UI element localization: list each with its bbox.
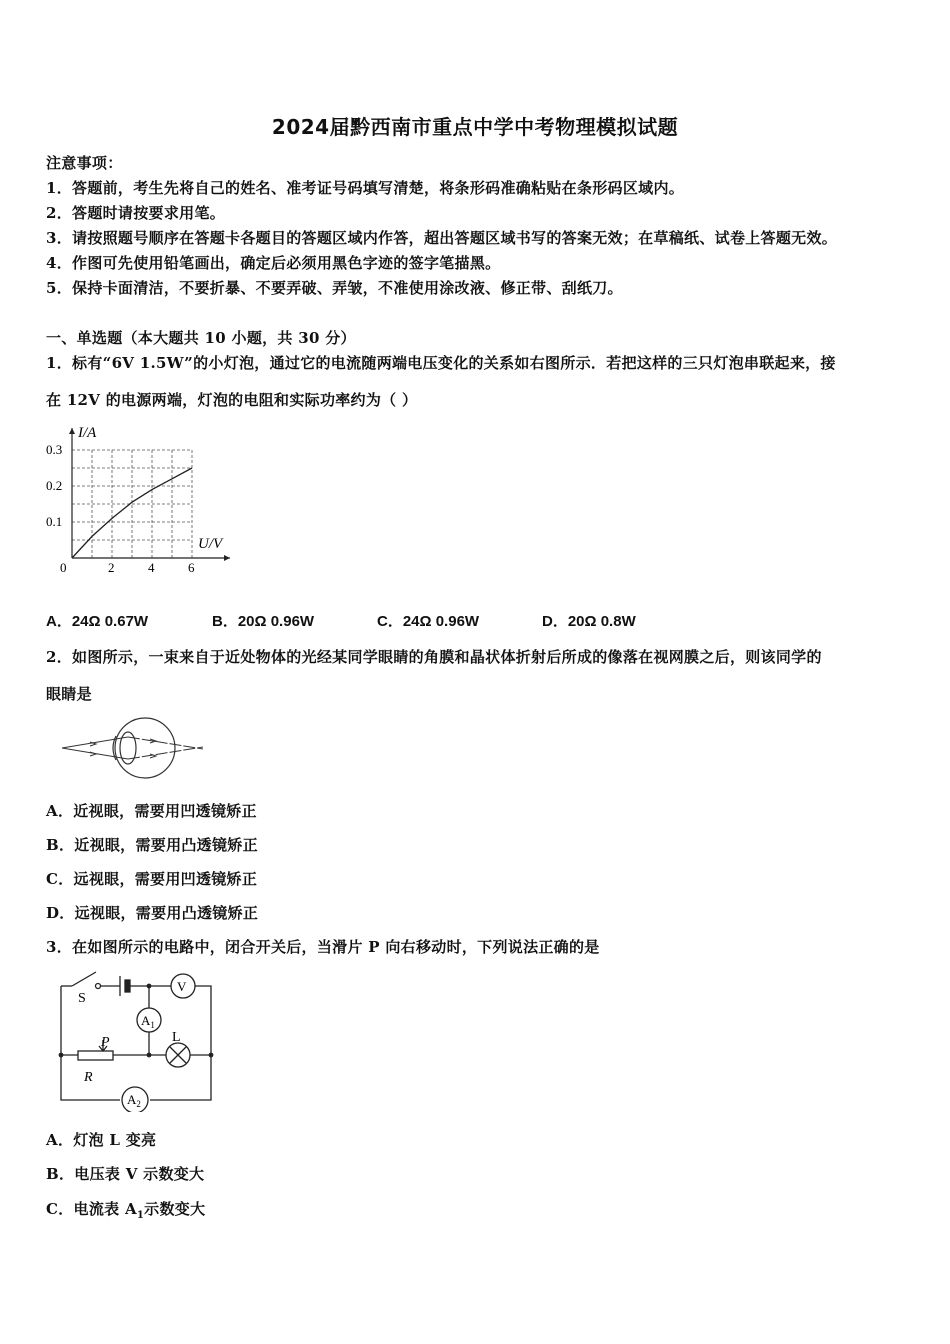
eyeball-outline xyxy=(115,718,175,778)
ammeter1-label: $A_1$ xyxy=(141,1013,155,1030)
arrow-icon xyxy=(150,754,156,758)
notice-item: 5．保持卡面清洁，不要折暴、不要弄破、弄皱，不准使用涂改液、修正带、刮纸刀。 xyxy=(46,279,623,297)
x-axis-arrow-icon xyxy=(224,555,230,561)
rheostat-label: R xyxy=(84,1070,93,1085)
q1-option-b[interactable]: B．20Ω 0.96W xyxy=(212,613,315,630)
notice-item: 2．答题时请按要求用笔。 xyxy=(46,204,226,222)
q1-option-c[interactable]: C．24Ω 0.96W xyxy=(377,613,480,630)
battery-short-plate xyxy=(125,980,130,992)
light-ray-upper-refracted xyxy=(128,737,203,749)
y-axis-arrow-icon xyxy=(69,428,75,434)
q1-option-a[interactable]: A．24Ω 0.67W xyxy=(46,613,149,630)
slider-label: P xyxy=(101,1035,110,1050)
iu-chart xyxy=(40,420,240,580)
ammeter2-label: $A_2$ xyxy=(127,1092,141,1109)
q1-stem-line2: 在 12V 的电源两端，灯泡的电阻和实际功率约为（ ） xyxy=(46,391,418,409)
switch-blade xyxy=(72,972,96,986)
y-axis-label: I/A xyxy=(78,425,97,441)
q3-stem: 3．在如图所示的电路中，闭合开关后，当滑片 P 向右移动时，下列说法正确的是 xyxy=(46,938,600,956)
x-tick-label: 4 xyxy=(148,560,155,575)
y-tick-label: 0.1 xyxy=(46,514,63,529)
lamp-label: L xyxy=(172,1030,181,1045)
q2-option-a[interactable]: A．近视眼，需要用凹透镜矫正 xyxy=(46,802,257,820)
q3-option-c[interactable]: C．电流表 $A_1$示数变大 xyxy=(46,1200,206,1221)
circuit-diagram xyxy=(52,966,217,1112)
q2-stem-line2: 眼睛是 xyxy=(46,685,92,703)
q2-option-c[interactable]: C．远视眼，需要用凹透镜矫正 xyxy=(46,870,258,888)
q3-option-a[interactable]: A．灯泡 L 变亮 xyxy=(46,1131,157,1149)
switch-contact xyxy=(96,984,101,989)
y-tick-label: 0.2 xyxy=(46,478,63,493)
eye-lens xyxy=(120,732,136,764)
light-ray-upper xyxy=(62,737,128,748)
q2-option-d[interactable]: D．远视眼，需要用凸透镜矫正 xyxy=(46,904,259,922)
voltmeter-label: V xyxy=(177,979,187,994)
eye-diagram xyxy=(58,712,208,784)
q1-stem-line1: 1．标有“6V 1.5W”的小灯泡，通过它的电流随两端电压变化的关系如右图所示．若把这样的三只灯泡串联起来，接 xyxy=(46,354,836,372)
rheostat-body xyxy=(78,1051,113,1060)
notice-heading: 注意事项： xyxy=(46,154,123,172)
x-tick-label: 2 xyxy=(108,560,115,575)
page-title: 2024届黔西南市重点中学中考物理模拟试题 xyxy=(271,115,679,139)
q2-option-b[interactable]: B．近视眼，需要用凸透镜矫正 xyxy=(46,836,258,854)
notice-item: 3．请按照题号顺序在答题卡各题目的答题区域内作答，超出答题区域书写的答案无效；在草稿纸、试卷上答题无效。 xyxy=(46,229,838,247)
x-tick-label: 6 xyxy=(188,560,195,575)
arrow-icon xyxy=(90,752,96,756)
q2-stem-line1: 2．如图所示，一束来自于近处物体的光经某同学眼睛的角膜和晶状体折射后所成的像落在视网膜之后，则该同学的 xyxy=(46,648,822,666)
origin-label: 0 xyxy=(60,560,67,575)
notice-item: 4．作图可先使用铅笔画出，确定后必须用黑色字迹的签字笔描黑。 xyxy=(46,254,501,272)
switch-label: S xyxy=(78,991,86,1006)
q1-option-d[interactable]: D．20Ω 0.8W xyxy=(542,613,636,630)
q3-option-b[interactable]: B．电压表 V 示数变大 xyxy=(46,1165,205,1183)
x-axis-label: U/V xyxy=(198,536,223,552)
section-heading: 一、单选题（本大题共 10 小题，共 30 分） xyxy=(46,329,356,347)
y-tick-label: 0.3 xyxy=(46,442,63,457)
light-ray-lower-refracted xyxy=(128,747,203,759)
notice-item: 1．答题前，考生先将自己的姓名、准考证号码填写清楚，将条形码准确粘贴在条形码区域内。 xyxy=(46,179,685,197)
